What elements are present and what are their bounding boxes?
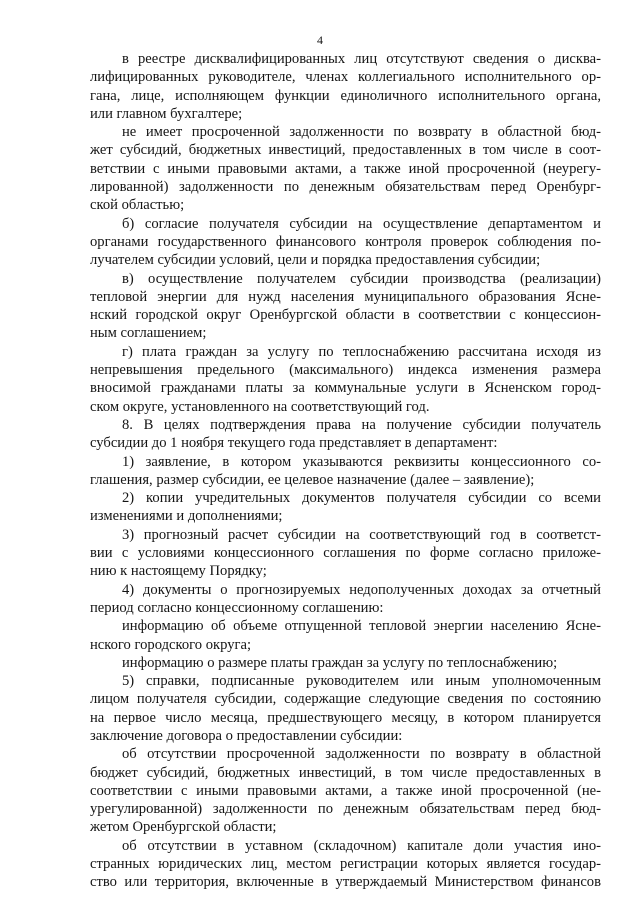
text-line: субсидии до 1 ноября текущего года представляет в департамент: [90, 435, 498, 452]
text-line: непревышения предельного (максимального) индекса изменения размера [90, 362, 601, 379]
text-line: гана, лице, исполняющем функции единоличного исполнительного органа, [90, 87, 601, 104]
document-body [90, 50, 601, 892]
text-line: период согласно концессионному соглашению: [90, 599, 384, 616]
text-line: ской областью; [90, 197, 185, 214]
text-line: урегулированной) задолженности по денежным обязательствам перед бюд- [90, 801, 601, 818]
text-line: нию к настоящему Порядку; [90, 563, 267, 580]
text-line: 3) прогнозный расчет субсидии на соответствующий год в соответст- [122, 526, 601, 543]
text-line: информацию об объеме отпущенной тепловой энергии населению Ясне- [122, 618, 601, 635]
text-line: б) согласие получателя субсидии на осуществление департаментом и [122, 215, 601, 232]
text-line: или главном бухгалтере; [90, 105, 243, 122]
text-line: 5) справки, подписанные руководителем или иным уполномоченным [122, 673, 601, 690]
text-line: 2) копии учредительных документов получателя субсидии со всеми [122, 490, 601, 507]
text-line: об отсутствии просроченной задолженности по возврату в областной [122, 746, 601, 763]
text-line: г) плата граждан за услугу по теплоснабжению рассчитана исходя из [122, 343, 601, 360]
text-line: лифицированных руководителе, членах коллегиального исполнительного ор- [90, 69, 601, 86]
text-line: лицом получателя субсидии, содержащие следующие сведения по состоянию [90, 691, 601, 708]
text-line: нского городского округа; [90, 636, 252, 653]
text-line: ском округе, установленного на соответствующий год. [90, 398, 430, 415]
text-line: 1) заявление, в котором указываются реквизиты концессионного со- [122, 453, 601, 470]
text-line: 8. В целях подтверждения права на получение субсидии получатель [122, 416, 601, 433]
text-line: ным соглашением; [90, 325, 207, 342]
text-line: бюджет субсидий, бюджетных инвестиций, в том числе предоставленных в [90, 764, 601, 781]
text-line: на первое число месяца, предшествующего месяцу, в котором планируется [90, 709, 601, 726]
text-line: заключение договора о предоставлении субсидии: [90, 727, 403, 744]
text-line: странных юридических лиц, местом регистрации которых является государ- [90, 856, 601, 873]
text-line: тепловой энергии для нужд населения муниципального образования Ясне- [90, 288, 601, 305]
text-line: не имеет просроченной задолженности по возврату в областной бюд- [122, 124, 601, 141]
text-line: 4) документы о прогнозируемых недополученных доходах за отчетный [122, 581, 601, 598]
text-line: изменениями и дополнениями; [90, 508, 283, 525]
text-line: жет субсидий, бюджетных инвестиций, предоставленных в том числе в соот- [90, 142, 601, 159]
text-line: информацию о размере платы граждан за услугу по теплоснабжению; [122, 654, 558, 671]
text-line: в) осуществление получателем субсидии производства (реализации) [122, 270, 601, 287]
text-line: вии с условиями концессионного соглашения по форме согласно приложе- [90, 545, 601, 562]
text-line: нский городской округ Оренбургской области в соответствии с концессион- [90, 307, 601, 324]
text-line: лучателем субсидии условий, цели и порядка предоставления субсидии; [90, 252, 541, 269]
text-line: в реестре дисквалифицированных лиц отсутствуют сведения о дисква- [122, 51, 601, 67]
page-number: 4 [317, 33, 323, 47]
text-line: глашения, размер субсидии, ее целевое назначение (далее – заявление); [90, 471, 535, 488]
text-line: вносимой гражданами платы за коммунальные услуги в Ясненском город- [90, 380, 601, 397]
text-line: жетом Оренбургской области; [90, 819, 277, 836]
text-line: органами государственного финансового контроля проверок соблюдения по- [90, 233, 601, 250]
text-line: соответствии с иными правовыми актами, а также иной просроченной (не- [90, 782, 601, 799]
text-line: об отсутствии в уставном (складочном) капитале доли участия ино- [122, 837, 601, 854]
text-line: лированной) задолженности по денежным обязательствам перед Оренбург- [90, 179, 601, 196]
text-line: ветствии с иными правовыми актами, а также иной просроченной (неурегу- [90, 160, 601, 177]
text-line: ство или территория, включенные в утверждаемый Министерством финансов [90, 874, 601, 891]
